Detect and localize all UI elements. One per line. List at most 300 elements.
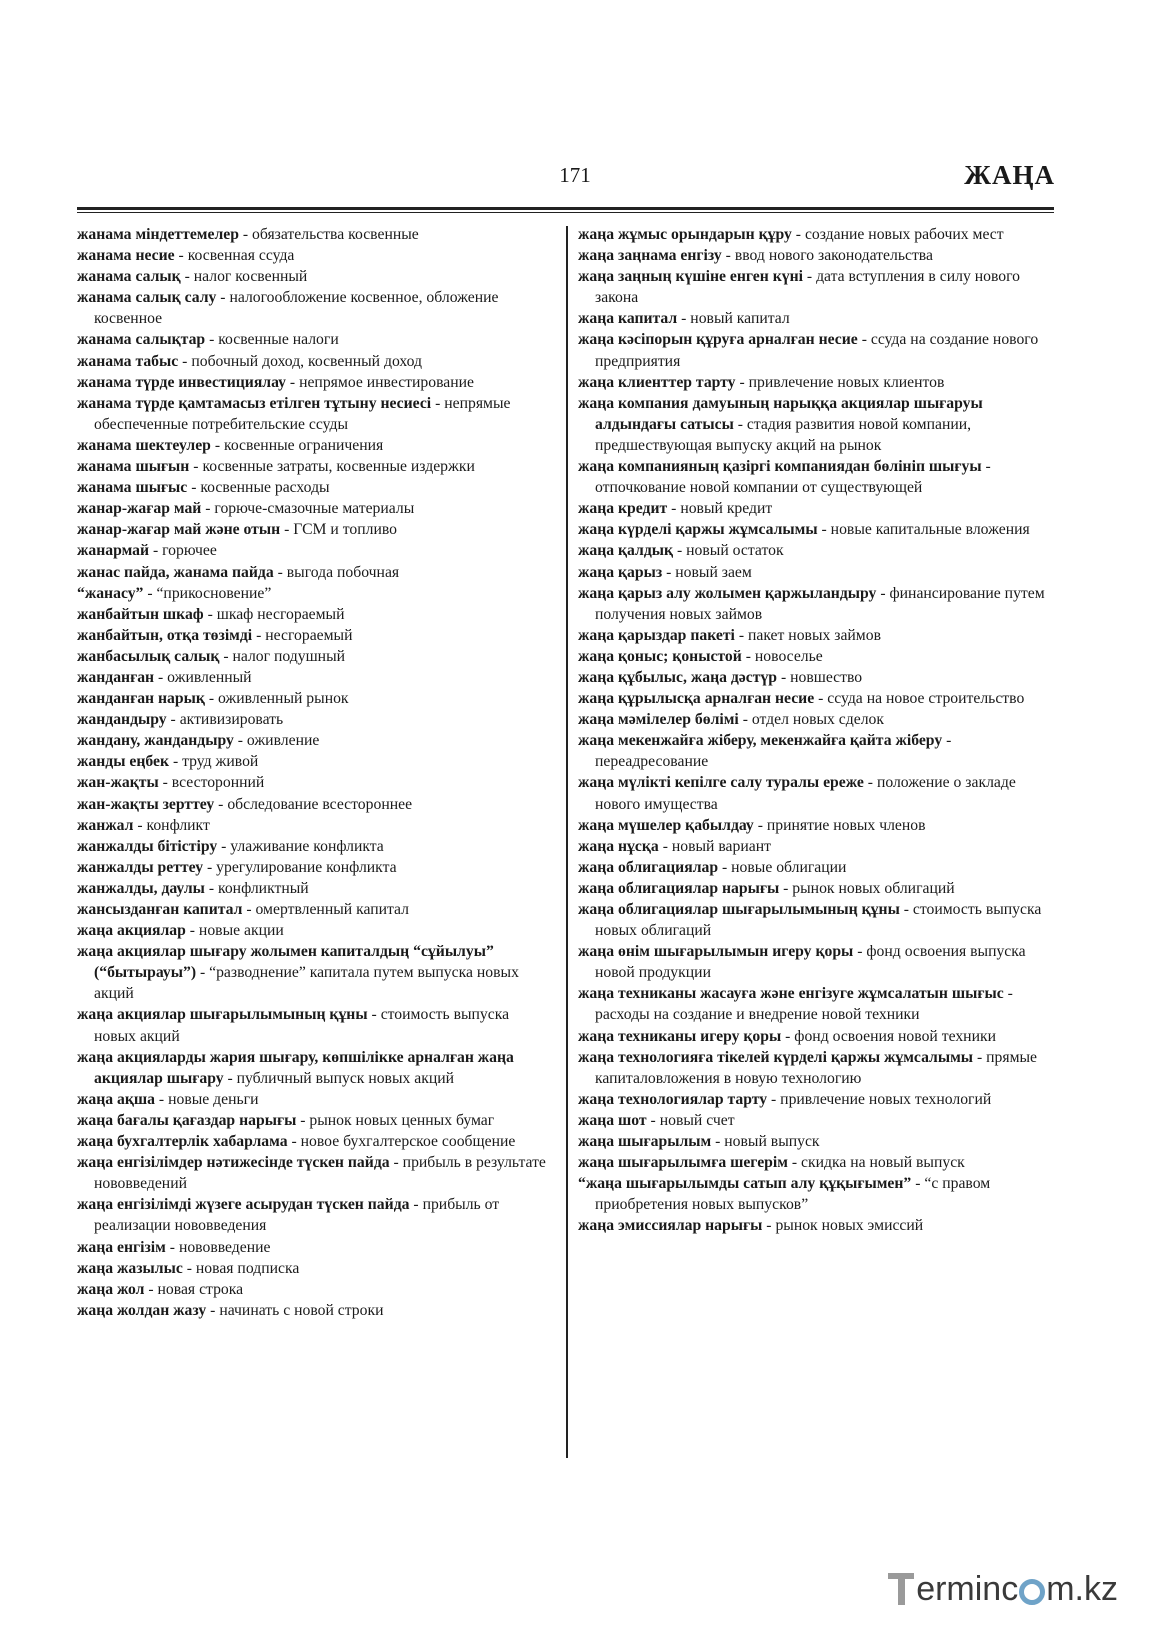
entry-term: жаңа жол (77, 1280, 145, 1298)
entry-separator: - (389, 1154, 403, 1172)
dictionary-entry (578, 878, 1054, 899)
dictionary-entry (578, 836, 1054, 857)
dictionary-entry (578, 1152, 1054, 1173)
entry-separator: - (677, 310, 691, 328)
dictionary-entry (578, 308, 1054, 329)
dictionary-entry (77, 245, 551, 266)
entry-definition: новый капитал (690, 310, 790, 328)
dictionary-entry (77, 1004, 551, 1046)
entry-term: жаңа қарыз (578, 563, 663, 581)
entry-term: жаңа өнім шығарылымын игеру қоры (578, 943, 854, 961)
entry-definition: оживленный (167, 668, 252, 686)
entry-definition: ссуда на создание нового предприятия (595, 331, 1039, 370)
entry-term: жанжалды реттеу (77, 858, 204, 876)
dictionary-entry (578, 772, 1054, 814)
entry-separator: - (223, 1069, 237, 1087)
entry-separator: - (662, 563, 676, 581)
entry-separator: - (667, 500, 681, 518)
dictionary-entry (578, 1047, 1054, 1089)
entry-separator: - (803, 268, 817, 286)
entry-term: жанама міндеттемелер (77, 226, 239, 243)
watermark-text-1: ermin (916, 1569, 1002, 1608)
entry-separator: - (187, 479, 201, 497)
dictionary-entry (578, 1131, 1054, 1152)
entry-separator: - (863, 774, 877, 792)
entry-term: жанама салықтар (77, 331, 206, 349)
dictionary-entry (77, 456, 551, 477)
entry-definition: всесторонний (171, 774, 265, 792)
entry-term: жанама несие (77, 247, 175, 265)
entry-definition: урегулирование конфликта (216, 858, 397, 876)
entry-separator: - (981, 458, 991, 476)
entry-definition: расходы на создание и внедрение новой техники (595, 1006, 920, 1024)
entry-term: жаңа құрылысқа арналған несие (578, 690, 815, 708)
entry-definition: прибыль в результате нововведений (94, 1154, 546, 1193)
entry-definition: непрямые обеспеченные потребительские ссуды (94, 394, 511, 433)
entry-separator: - (973, 1048, 987, 1066)
dictionary-entry (77, 751, 551, 772)
entry-term: жанар-жағар май (77, 500, 202, 518)
entry-definition: новый заем (675, 563, 752, 581)
entry-definition: новая строка (157, 1280, 244, 1298)
entry-separator: - (280, 521, 294, 539)
dictionary-entry (77, 815, 551, 836)
dictionary-entry (578, 1110, 1054, 1131)
entry-separator: - (857, 331, 871, 349)
entry-separator: - (779, 879, 793, 897)
dictionary-entry (77, 730, 551, 751)
entry-separator: - (238, 226, 253, 243)
dictionary-entry (578, 1173, 1054, 1215)
entry-term: жаңа клиенттер тарту (578, 373, 736, 391)
entry-definition: финансирование путем получения новых займов (595, 584, 1045, 623)
entry-definition: косвенные расходы (200, 479, 330, 497)
entry-separator: - (204, 690, 218, 708)
entry-definition: налог косвенный (193, 268, 308, 286)
entry-separator: - (762, 1217, 776, 1235)
entry-separator: - (741, 647, 755, 665)
watermark-text-2: c (1001, 1569, 1019, 1608)
dictionary-entry (578, 730, 1054, 772)
entry-term: жаңа облигациялар (578, 858, 719, 876)
header-rule-thin (77, 212, 1054, 213)
dictionary-entry (578, 941, 1054, 983)
entry-term: жаңа мүлікті кепілге салу туралы ереже (578, 774, 864, 792)
entry-definition: горюче-смазочные материалы (214, 500, 415, 518)
entry-definition: новый счет (659, 1111, 735, 1129)
dictionary-entry (578, 456, 1054, 498)
entry-term: жаңа күрделі қаржы жұмсалымы (578, 521, 818, 539)
dictionary-entry (77, 836, 551, 857)
entry-term: жанама шектеулер (77, 436, 211, 454)
dictionary-entry (77, 435, 551, 456)
running-head: ЖАҢА (964, 160, 1055, 190)
entry-definition: отдел новых сделок (751, 711, 885, 729)
entry-separator: - (154, 668, 168, 686)
entry-term: жанама түрде қамтамасыз етілген тұтыну несиесі (77, 394, 432, 412)
entry-term: жаңа технологиялар тарту (578, 1090, 768, 1108)
entry-term: жаңа облигациялар шығарылымының құны (578, 901, 900, 918)
entry-separator: - (1003, 985, 1013, 1003)
entry-definition: стоимость выпуска новых акций (94, 1006, 510, 1045)
entry-definition: труд живой (182, 753, 259, 771)
entry-term: жансызданған капитал (77, 901, 243, 918)
entry-separator: - (733, 415, 747, 433)
entry-definition: новое бухгалтерское сообщение (300, 1133, 516, 1151)
dictionary-entry (77, 329, 551, 350)
entry-term: “жанасу” (77, 584, 144, 602)
entry-term: жандану, жандандыру (77, 732, 234, 750)
entry-separator: - (216, 289, 230, 307)
entry-separator: - (204, 879, 219, 897)
entry-term: жанды еңбек (77, 753, 170, 771)
entry-separator: - (735, 373, 749, 391)
entry-definition: косвенные налоги (218, 331, 339, 349)
entry-definition: оживленный рынок (217, 690, 349, 708)
entry-definition: “разводнение” капитала путем выпуска новых акций (94, 964, 519, 1003)
watermark-text-3: m.kz (1046, 1569, 1118, 1608)
dictionary-entry (578, 688, 1054, 709)
entry-separator: - (876, 584, 890, 602)
dictionary-entry (77, 878, 551, 899)
dictionary-entry (77, 498, 551, 519)
entry-term: жаңа қарыздар пакеті (578, 626, 735, 644)
entry-definition: нововведение (178, 1238, 271, 1256)
entry-term: жаңа заңнама енгізу (578, 247, 722, 265)
entry-term: жан-жақты зерттеу (77, 795, 215, 813)
entry-term: жаңа техниканы жасауға және енгізуге жұмсалатын шығыс (578, 985, 1004, 1003)
entry-term: жаңа акциялар шығару жолымен капиталдың “сұйылуы” (“бытырауы”) (77, 943, 494, 982)
entry-term: жаңа шығарылымға шегерім (578, 1154, 788, 1172)
entry-separator: - (367, 1006, 381, 1024)
entry-definition: омертвленный капитал (255, 901, 409, 918)
entry-term: жаңа мәмілелер бөлімі (578, 711, 739, 729)
entry-term: жаңа кәсіпорын құруға арналған несие (578, 331, 858, 349)
entry-term: жаңа технологияға тікелей күрделі қаржы жұмсалымы (578, 1048, 974, 1066)
entry-separator: - (781, 1027, 795, 1045)
entry-term: жаңа бағалы қағаздар нарығы (77, 1111, 297, 1129)
entry-term: жаңа шығарылым (578, 1133, 712, 1151)
entry-separator: - (149, 542, 163, 560)
entry-definition: косвенные ограничения (224, 436, 384, 454)
dictionary-entry (77, 1110, 551, 1131)
entry-separator: - (673, 542, 687, 560)
entry-definition: фонд освоения новой техники (794, 1027, 996, 1045)
entry-separator: - (206, 1301, 220, 1319)
entry-definition: горючее (162, 542, 217, 560)
entry-separator: - (178, 352, 192, 370)
entry-term: жан-жақты (77, 774, 159, 792)
dictionary-entry (77, 1152, 551, 1194)
dictionary-entry (77, 1089, 551, 1110)
t-logo-icon (888, 1569, 914, 1609)
entry-definition: шкаф несгораемый (216, 605, 345, 623)
entry-term: жаңа нұсқа (578, 837, 659, 855)
entry-definition: рынок новых эмиссий (775, 1217, 924, 1235)
entry-definition: непрямое инвестирование (299, 373, 475, 391)
entry-separator: - (718, 858, 732, 876)
dictionary-entry (578, 983, 1054, 1025)
entry-term: жаңа акциялар (77, 922, 186, 940)
entry-definition: налог подушный (232, 647, 346, 665)
dictionary-entry (578, 519, 1054, 540)
dictionary-entry (77, 857, 551, 878)
dictionary-entry (578, 646, 1054, 667)
dictionary-entry (77, 1237, 551, 1258)
left-column (77, 224, 551, 1321)
dictionary-entry (77, 794, 551, 815)
entry-definition: “с правом приобретения новых выпусков” (595, 1175, 991, 1214)
entry-definition: ввод нового законодательства (734, 247, 933, 265)
entry-definition: ссуда на новое строительство (827, 690, 1025, 708)
entry-separator: - (196, 964, 210, 982)
entry-term: “жаңа шығарылымды сатып алу құқығымен” (578, 1175, 912, 1193)
dictionary-entry (77, 477, 551, 498)
dictionary-entry (77, 899, 551, 920)
entry-definition: побочный доход, косвенный доход (191, 352, 423, 370)
entry-definition: новые акции (198, 922, 284, 940)
entry-separator: - (165, 1238, 179, 1256)
entry-separator: - (767, 1090, 781, 1108)
entry-definition: улаживание конфликта (230, 837, 384, 855)
entry-separator: - (817, 521, 831, 539)
entry-term: жанданған нарық (77, 690, 205, 708)
entry-definition: новый выпуск (724, 1133, 820, 1151)
entry-separator: - (144, 1280, 158, 1298)
entry-definition: скидка на новый выпуск (801, 1154, 965, 1172)
dictionary-entry (578, 583, 1054, 625)
entry-term: жанданған (77, 668, 155, 686)
dictionary-entry (77, 646, 551, 667)
entry-definition: новый кредит (680, 500, 773, 518)
entry-term: жаңа эмиссиялар нарығы (578, 1217, 763, 1235)
entry-separator: - (273, 563, 287, 581)
entry-separator: - (205, 331, 219, 349)
entry-term: жаңа қалдық (578, 542, 674, 560)
entry-term: жаңа кредит (578, 500, 668, 518)
dictionary-entry (578, 815, 1054, 836)
entry-separator: - (409, 1196, 423, 1214)
entry-term: жаңа енгізім (77, 1238, 166, 1256)
entry-definition: конфликт (146, 816, 210, 834)
column-separator (566, 226, 568, 1458)
entry-term: жаңа капитал (578, 310, 678, 328)
entry-term: жандандыру (77, 711, 167, 729)
entry-separator: - (787, 1154, 802, 1172)
entry-term: жанама түрде инвестициялау (77, 373, 286, 391)
entry-term: жанама салық (77, 268, 181, 286)
dictionary-entry (77, 351, 551, 372)
entry-definition: переадресование (595, 753, 709, 771)
entry-separator: - (155, 1090, 169, 1108)
entry-separator: - (942, 732, 952, 750)
entry-separator: - (233, 732, 247, 750)
dictionary-entry (77, 519, 551, 540)
entry-definition: новый остаток (686, 542, 784, 560)
entry-definition: прямые капиталовложения в новую технологию (595, 1048, 1038, 1087)
entry-term: жанама салық салу (77, 289, 217, 307)
entry-term: жаңа жазылыс (77, 1259, 183, 1277)
entry-separator: - (911, 1175, 925, 1193)
entry-term: жаңа енгізілімді жүзеге асырудан түскен пайда (77, 1196, 410, 1214)
entry-separator: - (431, 394, 445, 412)
entry-definition: налогообложение косвенное, обложение косвенное (94, 289, 499, 328)
entry-term: жанама табыс (77, 352, 179, 370)
entry-term: жаңа компанияның қазіргі компаниядан бөлініп шығуы (578, 458, 982, 476)
entry-definition: принятие новых членов (766, 816, 926, 834)
entry-separator: - (185, 922, 199, 940)
dictionary-entry (77, 1258, 551, 1279)
dictionary-entry (77, 1194, 551, 1236)
entry-separator: - (734, 626, 748, 644)
entry-definition: оживление (246, 732, 320, 750)
entry-definition: обследование всестороннее (227, 795, 413, 813)
dictionary-entry (77, 583, 551, 604)
entry-definition: привлечение новых технологий (780, 1090, 992, 1108)
entry-separator: - (166, 711, 180, 729)
entry-definition: привлечение новых клиентов (748, 373, 945, 391)
entry-term: жаңа жұмыс орындарын құру (578, 226, 792, 243)
entry-term: жаңа акцияларды жария шығару, көпшілікке арналған жаңа акциялар шығару (77, 1048, 514, 1087)
dictionary-entry (578, 899, 1054, 941)
entry-separator: - (286, 373, 300, 391)
entry-separator: - (219, 647, 233, 665)
entry-term: жанар-жағар май және отын (77, 521, 281, 539)
header-rule-thick (77, 207, 1054, 210)
entry-term: жаңа мүшелер қабылдау (578, 816, 754, 834)
entry-separator: - (203, 605, 217, 623)
entry-term: жаңа енгізілімдер нәтижесінде түскен пайда (77, 1154, 390, 1172)
dictionary-entry (77, 1300, 551, 1321)
entry-term: жанжалды, даулы (77, 879, 205, 897)
dictionary-entry (77, 688, 551, 709)
entry-definition: ГСМ и топливо (293, 521, 398, 539)
dictionary-entry (77, 562, 551, 583)
entry-definition: отпочкование новой компании от существующей (595, 479, 923, 497)
entry-definition: косвенная ссуда (187, 247, 295, 265)
entry-definition: новый вариант (671, 837, 771, 855)
entry-definition: обязательства косвенные (252, 226, 419, 243)
entry-definition: рынок новых ценных бумаг (309, 1111, 495, 1129)
entry-term: жаңа техниканы игеру қоры (578, 1027, 782, 1045)
dictionary-entry (578, 266, 1054, 308)
entry-separator: - (721, 247, 735, 265)
entry-separator: - (214, 795, 228, 813)
dictionary-entry (578, 667, 1054, 688)
entry-separator: - (646, 1111, 660, 1129)
dictionary-entry (77, 1047, 551, 1089)
right-column (578, 224, 1054, 1237)
entry-separator: - (777, 668, 791, 686)
dictionary-entry (77, 604, 551, 625)
entry-term: жанбайтын шкаф (77, 605, 204, 623)
dictionary-entry (578, 329, 1054, 371)
dictionary-entry (77, 393, 551, 435)
entry-term: жаңа қарыз алу жолымен қаржыландыру (578, 584, 877, 602)
dictionary-entry (578, 1215, 1054, 1236)
dictionary-entry (77, 266, 551, 287)
entry-term: жаңа қоныс; қоныстой (578, 647, 742, 665)
entry-separator: - (182, 1259, 196, 1277)
entry-separator: - (287, 1133, 301, 1151)
dictionary-entry (578, 393, 1054, 456)
entry-definition: новоселье (754, 647, 823, 665)
entry-definition: стоимость выпуска новых облигаций (595, 901, 1042, 940)
dictionary-entry (77, 625, 551, 646)
dictionary-entry (578, 498, 1054, 519)
entry-definition: рынок новых облигаций (792, 879, 955, 897)
entry-separator: - (210, 436, 224, 454)
entry-definition: “прикосновение” (156, 584, 272, 602)
entry-separator: - (133, 816, 147, 834)
entry-term: жанжал (77, 816, 134, 834)
entry-term: жаңа акциялар шығарылымының құны (77, 1006, 368, 1024)
dictionary-entry (578, 1026, 1054, 1047)
entry-separator: - (711, 1133, 725, 1151)
dictionary-entry (578, 562, 1054, 583)
entry-definition: фонд освоения выпуска новой продукции (595, 943, 1026, 982)
dictionary-entry (77, 920, 551, 941)
entry-term: жаңа бухгалтерлік хабарлама (77, 1133, 288, 1151)
entry-separator: - (296, 1111, 310, 1129)
watermark-logo (888, 1569, 1118, 1609)
page-number: 171 (559, 163, 591, 187)
entry-term: жаңа мекенжайға жіберу, мекенжайға қайта жіберу (578, 732, 943, 750)
dictionary-entry (578, 1089, 1054, 1110)
entry-term: жаңа заңның күшіне енген күні (578, 268, 803, 286)
o-circle-icon (1019, 1579, 1045, 1605)
entry-separator: - (242, 901, 256, 918)
entry-definition: выгода побочная (286, 563, 400, 581)
entry-definition: новые капитальные вложения (830, 521, 1030, 539)
entry-separator: - (899, 901, 913, 918)
entry-separator: - (174, 247, 188, 265)
dictionary-entry (578, 372, 1054, 393)
entry-separator: - (791, 226, 805, 243)
entry-definition: публичный выпуск новых акций (236, 1069, 455, 1087)
dictionary-entry (578, 245, 1054, 266)
entry-definition: активизировать (179, 711, 284, 729)
entry-separator: - (658, 837, 672, 855)
entry-separator: - (203, 858, 217, 876)
entry-separator: - (738, 711, 752, 729)
entry-term: жанбасылық салық (77, 647, 220, 665)
entry-separator: - (180, 268, 194, 286)
dictionary-entry (578, 857, 1054, 878)
dictionary-entry (77, 709, 551, 730)
dictionary-entry (77, 941, 551, 1004)
entry-definition: начинать с новой строки (219, 1301, 384, 1319)
entry-separator: - (201, 500, 215, 518)
entry-separator: - (158, 774, 172, 792)
entry-separator: - (753, 816, 767, 834)
entry-term: жанама шығын (77, 458, 190, 476)
entry-definition: новая подписка (195, 1259, 300, 1277)
entry-definition: конфликтный (218, 879, 309, 897)
entry-definition: несгораемый (265, 626, 353, 644)
entry-definition: косвенные затраты, косвенные издержки (202, 458, 475, 476)
entry-term: жаңа құбылыс, жаңа дәстүр (578, 668, 778, 686)
entry-term: жаңа жолдан жазу (77, 1301, 207, 1319)
dictionary-entry (77, 287, 551, 329)
dictionary-entry (77, 540, 551, 561)
entry-term: жаңа компания дамуының нарыққа акциялар шығаруы алдындағы сатысы (578, 394, 983, 433)
entry-definition: дата вступления в силу нового закона (595, 268, 1020, 307)
entry-term: жанбайтын, отқа төзімді (77, 626, 253, 644)
entry-definition: новшество (790, 668, 863, 686)
entry-separator: - (143, 584, 157, 602)
entry-term: жаңа шот (578, 1111, 647, 1129)
